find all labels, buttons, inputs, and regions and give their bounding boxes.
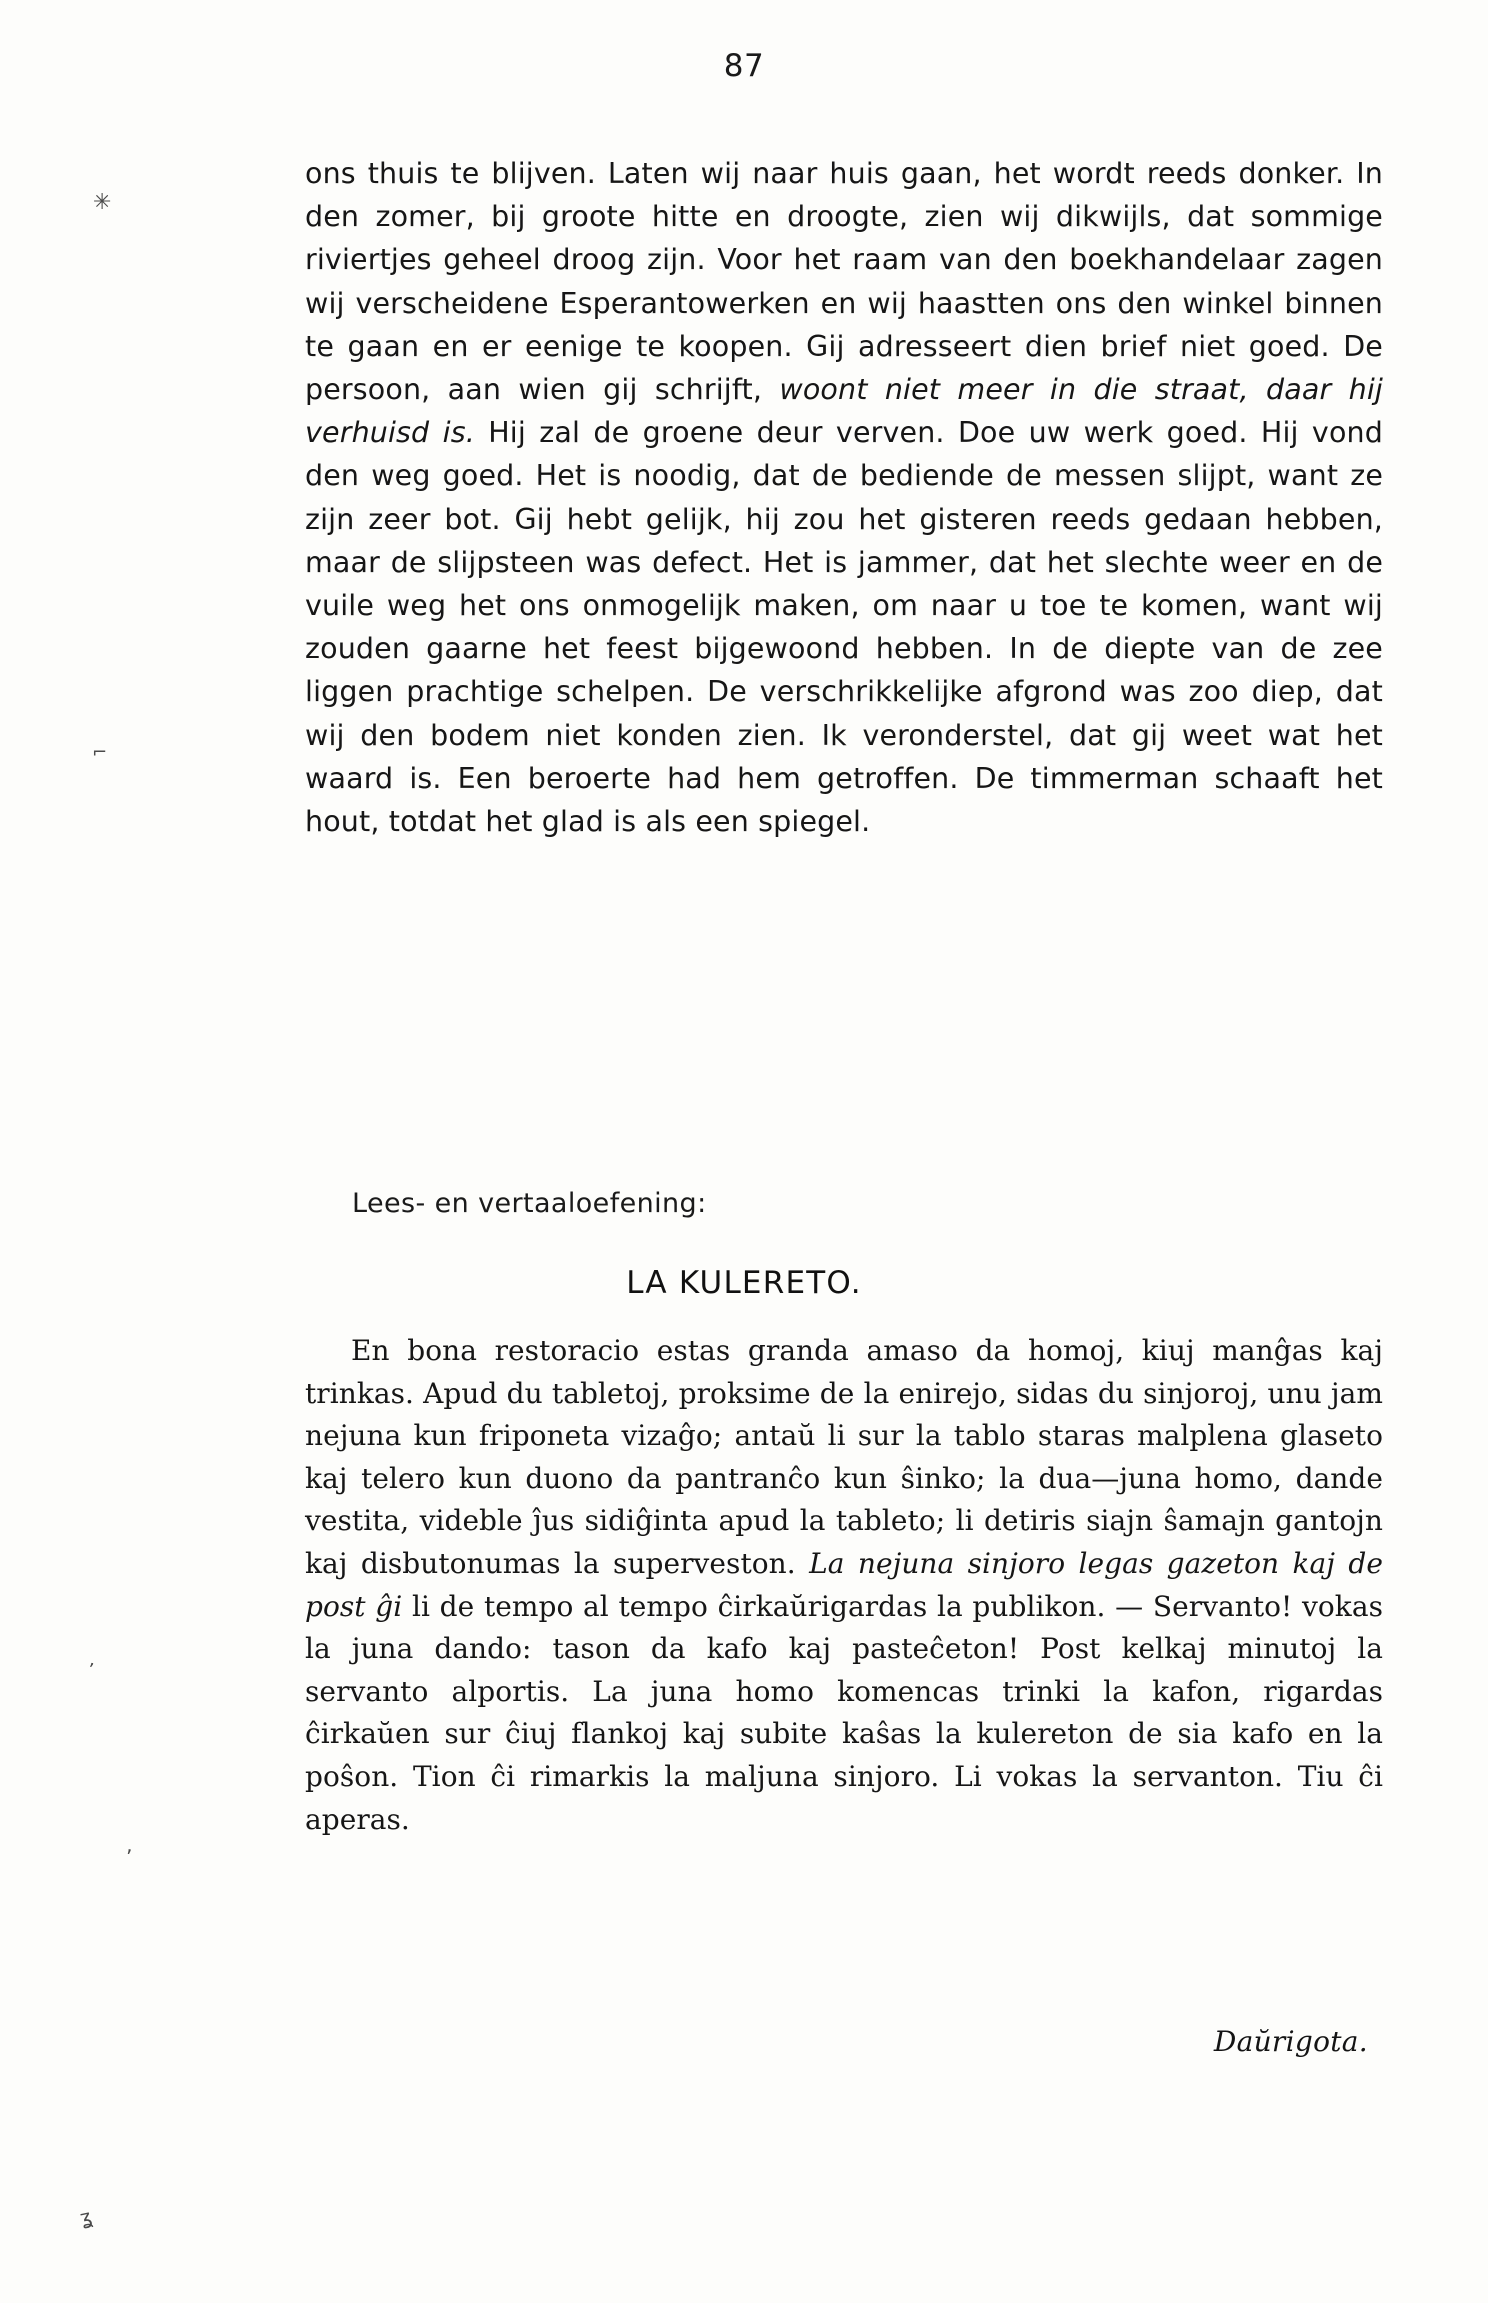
esperanto-paragraph bbox=[305, 1330, 1383, 1841]
exercise-label: Lees- en vertaaloefening: bbox=[352, 1188, 707, 1219]
esperanto-segment-2-italic: La nejuna sinjoro legas gazeton kaj de post ĝi bbox=[305, 1546, 1383, 1623]
page-number: 87 bbox=[723, 48, 765, 84]
margin-mark-bottom: ʓ bbox=[77, 2204, 94, 2230]
esperanto-segment-3: li de tempo al tempo ĉirkaŭrigardas la publikon. — Servanto! vokas la juna dando: tason da kafo kaj pasteĉeton! Post kelkaj minutoj la servanto alportis. La juna homo komencas trinki la kafon, rigardas ĉirkaŭen sur ĉiuj flankoj kaj subite kaŝas la kulereton de sia kafo en la poŝon. Tion ĉi rimarkis la maljuna sinjoro. Li vokas la servanton. Tiu ĉi aperas. bbox=[305, 1589, 1383, 1836]
margin-mark-speck: ʼ bbox=[86, 1659, 96, 1682]
esperanto-segment-1: En bona restoracio estas granda amaso da homoj, kiuj manĝas kaj trinkas. Apud du tabletoj, proksime de la enirejo, sidas du sinjoroj, unu jam nejuna kun friponeta vizaĝo; antaŭ li sur la tablo staras malplena glaseto kaj telero kun duono da pantranĉo kun ŝinko; la dua—juna homo, dande vestita, videble ĵus sidiĝinta apud la tableto; li detiris siajn ŝamajn gantojn kaj disbutonumas la superveston. bbox=[305, 1334, 1383, 1580]
section-title: LA KULERETO. bbox=[626, 1265, 862, 1301]
dutch-segment-1: ons thuis te blijven. Laten wij naar huis gaan, het wordt reeds donker. In den zomer, bij groote hitte en droogte, zien wij dikwijls, dat sommige riviertjes geheel droog zijn. Voor het raam van den boekhandelaar zagen wij verscheidene Esperantowerken en wij haastten ons den winkel binnen te gaan en er eenige te koopen. Gij adresseert dien brief niet goed. De persoon, aan wien gij schrijft, bbox=[305, 157, 1383, 407]
margin-mark-comma: ʼ bbox=[126, 1845, 133, 1869]
dutch-text-block bbox=[305, 152, 1383, 843]
margin-mark-tick: ⌐ bbox=[92, 742, 108, 763]
dutch-segment-2-italic: woont niet meer in die straat, daar hij verhuisd is. bbox=[305, 373, 1383, 450]
continuation-note: Daŭrigota. bbox=[1213, 2025, 1368, 2058]
dutch-segment-3: Hij zal de groene deur verven. Doe uw werk goed. Hij vond den weg goed. Het is noodig, dat de bediende de messen slijpt, want ze zijn zeer bot. Gij hebt gelijk, hij zou het gisteren reeds gedaan hebben, maar de slijpsteen was defect. Het is jammer, dat het slechte weer en de vuile weg het ons onmogelijk maken, om naar u toe te komen, want wij zouden gaarne het feest bijgewoond hebben. In de diepte van de zee liggen prachtige schelpen. De verschrikkelijke afgrond was zoo diep, dat wij den bodem niet konden zien. Ik veronderstel, dat gij weet wat het waard is. Een beroerte had hem getroffen. De timmerman schaaft het hout, totdat het glad is als een spiegel. bbox=[305, 416, 1383, 839]
dutch-paragraph bbox=[305, 152, 1383, 843]
esperanto-text-block bbox=[305, 1330, 1383, 1841]
margin-mark-asterisk: ✳ bbox=[93, 190, 112, 215]
